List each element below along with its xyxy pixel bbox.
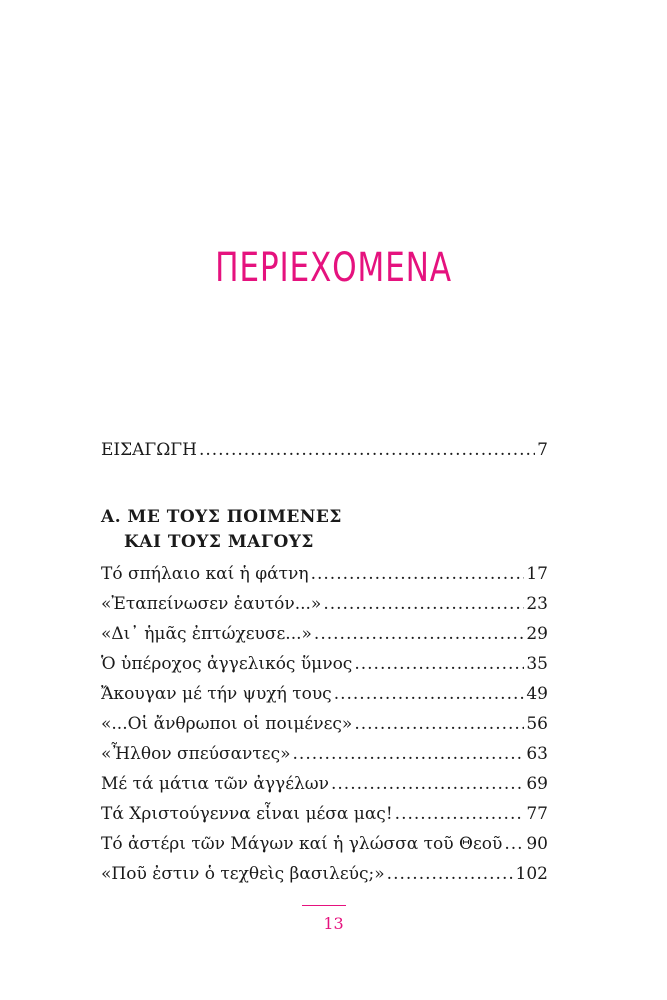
toc-entry [101,803,548,825]
dot-leader [334,683,525,705]
toc-entry [101,623,548,645]
toc-entry-page-number: 7 [537,440,548,460]
toc-entry-page-number: 56 [526,714,548,734]
toc-entry [101,683,548,705]
section-heading [101,505,342,555]
folio-rule [302,905,346,906]
toc-entry-label: «Ἐταπείνωσεν ἑαυτόν...» [101,594,322,614]
dot-leader [354,713,524,735]
toc-entry-page-number: 90 [526,834,548,854]
toc-entry-page-number: 17 [526,564,548,584]
toc-entry-page-number: 49 [526,684,548,704]
toc-entry-label: Μέ τά μάτια τῶν ἀγγέλων [101,774,329,794]
toc-entry [101,743,548,765]
dot-leader [504,833,524,855]
dot-leader [354,653,524,675]
toc-entry-label: «...Οἱ ἄνθρωποι οἱ ποιμένες» [101,714,353,734]
toc-entry-page-number: 29 [526,624,548,644]
section-heading-line-1: Α. ΜΕ ΤΟΥΣ ΠΟΙΜΕΝΕΣ [101,507,342,527]
toc-entry-page-number: 23 [526,594,548,614]
toc-entry-label: ΕΙΣΑΓΩΓΗ [101,440,197,460]
toc-entry-label: Τά Χριστούγεννα εἶναι μέσα μας! [101,804,393,824]
dot-leader [293,743,525,765]
dot-leader [311,563,525,585]
toc-entry-label: «Ποῦ ἐστιν ὁ τεχθεὶς βασιλεύς;» [101,864,385,884]
page-title: ΠΕΡΙΕΧΟΜΕΝΑ [215,244,452,291]
toc-entry-page-number: 63 [526,744,548,764]
toc-entry [101,563,548,585]
toc-entry-label: Τό σπήλαιο καί ἡ φάτνη [101,564,309,584]
section-heading-line-2: ΚΑΙ ΤΟΥΣ ΜΑΓΟΥΣ [124,532,314,552]
toc-entry-label: Ὁ ὑπέροχος ἀγγελικός ὕμνος [101,654,353,674]
toc-entry [101,653,548,675]
toc-entry [101,773,548,795]
toc-entry-label: «Ἦλθον σπεύσαντες» [101,744,291,764]
toc-entry-label: Τό ἀστέρι τῶν Μάγων καί ἡ γλώσσα τοῦ Θεοῦ [101,834,503,854]
toc-entry [101,593,548,615]
toc-entry-page-number: 77 [526,804,548,824]
toc-entry [101,833,548,855]
toc-entry [101,713,548,735]
page-number: 13 [323,914,344,933]
dot-leader [331,773,524,795]
dot-leader [199,439,535,461]
toc-entry [101,863,548,885]
dot-leader [323,593,524,615]
dot-leader [314,623,524,645]
toc-entry-page-number: 102 [515,864,548,884]
toc-entry-page-number: 69 [526,774,548,794]
toc-entry-label: «Δι᾽ ἡμᾶς ἐπτώχευσε...» [101,624,312,644]
toc-entry-label: Ἄκουγαν μέ τήν ψυχή τους [101,684,332,704]
toc-entry-introduction [101,439,548,461]
toc-entry-page-number: 35 [526,654,548,674]
dot-leader [387,863,514,885]
dot-leader [395,803,525,825]
